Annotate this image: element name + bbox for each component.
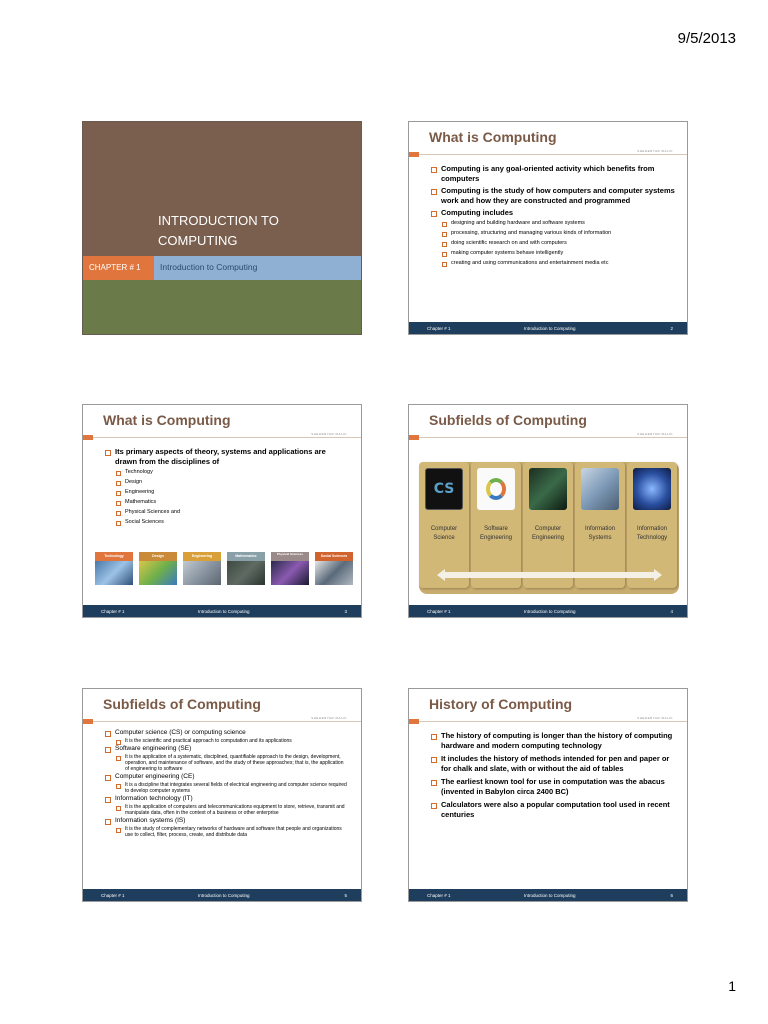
- bullet: Information systems (IS): [105, 817, 349, 825]
- bullet-list: [105, 729, 349, 839]
- tile-design: [139, 552, 177, 585]
- footer-chapter: Chapter # 1: [427, 893, 451, 898]
- slide-footer: [409, 605, 687, 617]
- slide-title: What is Computing: [429, 129, 557, 145]
- footer-course: Introduction to Computing: [198, 609, 250, 614]
- footer-chapter: Chapter # 1: [427, 326, 451, 331]
- footer-page: 3: [344, 609, 347, 614]
- se-cycle-image: [477, 468, 515, 510]
- page-date: 9/5/2013: [677, 30, 736, 47]
- tile-image: [95, 561, 133, 585]
- accent-bar: [83, 719, 93, 724]
- sub-bullet: processing, structuring and managing various kinds of information: [431, 230, 675, 237]
- bullet: Computing includes: [431, 208, 675, 218]
- title-line-1: INTRODUCTION TO: [158, 213, 279, 228]
- sub-bullet: It is the scientific and practical approach to computation and its applications: [105, 738, 349, 744]
- bullet: It includes the history of methods intended for pen and paper or for chalk and slate, with or without the aid of tables: [431, 754, 675, 774]
- tile-label: Physical Sciences: [271, 552, 309, 561]
- tile-label: Design: [139, 552, 177, 561]
- page-number: 1: [728, 978, 736, 994]
- sub-bullet: Social Sciences: [105, 519, 349, 526]
- sub-bullet: It is the study of complementary networks of hardware and software that people and organizations use to collect, filter, process, create, and distribute data: [105, 826, 349, 838]
- bullet-list: [431, 164, 675, 270]
- caption-line: Technology: [636, 535, 668, 541]
- tile-image: [183, 561, 221, 585]
- bullet: Computing is the study of how computers and computer systems work and how they are constructed and programmed: [431, 186, 675, 206]
- tile-image: [271, 561, 309, 585]
- accent-bar: [409, 435, 419, 440]
- footer-page: 5: [344, 893, 347, 898]
- slide-footer: [83, 889, 361, 901]
- bullet: Information technology (IT): [105, 795, 349, 803]
- sub-bullet: Physical Sciences and: [105, 509, 349, 516]
- sub-bullet: Mathematics: [105, 499, 349, 506]
- footer-course: Introduction to Computing: [524, 326, 576, 331]
- title-divider: [83, 437, 361, 438]
- sub-bullet: Technology: [105, 469, 349, 476]
- tile-label: Engineering: [183, 552, 221, 561]
- tile-label: Social Sciences: [315, 552, 353, 561]
- bullet: Computing is any goal-oriented activity which benefits from computers: [431, 164, 675, 184]
- bullet: Computer engineering (CE): [105, 773, 349, 781]
- slide-5: [82, 688, 362, 902]
- col-caption: [575, 525, 625, 543]
- slide-4: [408, 404, 688, 618]
- tile-label: Mathematics: [227, 552, 265, 561]
- footer-chapter: Chapter # 1: [101, 609, 125, 614]
- footer-page: 6: [670, 893, 673, 898]
- slide-6: [408, 688, 688, 902]
- bullet: The history of computing is longer than the history of computing hardware and modern computing technology: [431, 731, 675, 751]
- slide-2: [408, 121, 688, 335]
- tile-technology: [95, 552, 133, 585]
- col-caption: [523, 525, 573, 543]
- sub-bullet: Engineering: [105, 489, 349, 496]
- brand-mark: SHEHERYAR MALIK: [637, 149, 673, 153]
- discipline-tiles: [95, 552, 353, 585]
- sub-bullet: It is a discipline that integrates several fields of electrical engineering and computer science required to develop computer systems: [105, 782, 349, 794]
- bullet: Its primary aspects of theory, systems and applications are drawn from the disciplines of: [105, 447, 349, 467]
- bullet: Computer science (CS) or computing science: [105, 729, 349, 737]
- accent-bar: [409, 152, 419, 157]
- bullet: Software engineering (SE): [105, 745, 349, 753]
- circuit-board-image: [529, 468, 567, 510]
- subtitle-label: Introduction to Computing: [154, 256, 361, 280]
- tile-label: Technology: [95, 552, 133, 561]
- brand-mark: SHEHERYAR MALIK: [311, 432, 347, 436]
- caption-line: Science: [433, 535, 455, 541]
- col-caption: [627, 525, 677, 543]
- chapter-label: CHAPTER # 1: [83, 256, 154, 280]
- slide-3: [82, 404, 362, 618]
- caption-line: Computer: [534, 526, 562, 532]
- accent-bar: [83, 435, 93, 440]
- title-divider: [83, 721, 361, 722]
- tile-physical-sciences: [271, 552, 309, 585]
- tile-image: [227, 561, 265, 585]
- cs-logo-image: [425, 468, 463, 510]
- caption-line: Information: [636, 526, 667, 532]
- tile-social-sciences: [315, 552, 353, 585]
- bottom-panel: [83, 280, 361, 334]
- col-caption: [419, 525, 469, 543]
- people-at-computers-image: [581, 468, 619, 510]
- tile-image: [139, 561, 177, 585]
- footer-chapter: Chapter # 1: [101, 893, 125, 898]
- bullet: Calculators were also a popular computation tool used in recent centuries: [431, 800, 675, 820]
- caption-line: Software: [484, 526, 508, 532]
- title-line-2: COMPUTING: [158, 233, 238, 248]
- footer-course: Introduction to Computing: [524, 609, 576, 614]
- sub-bullet: making computer systems behave intelligently: [431, 250, 675, 257]
- tile-engineering: [183, 552, 221, 585]
- col-caption: [471, 525, 521, 543]
- caption-line: Engineering: [531, 535, 565, 541]
- sub-bullet: It is the application of computers and telecommunications equipment to store, retrieve, transmit and manipulate data, often in the context of a business or other enterprise: [105, 804, 349, 816]
- accent-bar: [409, 719, 419, 724]
- tile-image: [315, 561, 353, 585]
- caption-line: Computer: [430, 526, 458, 532]
- sub-bullet: doing scientific research on and with computers: [431, 240, 675, 247]
- title-divider: [409, 437, 687, 438]
- footer-course: Introduction to Computing: [198, 893, 250, 898]
- caption-line: Information: [584, 526, 615, 532]
- brand-mark: SHEHERYAR MALIK: [637, 432, 673, 436]
- slide-footer: [409, 322, 687, 334]
- slide-title: Subfields of Computing: [429, 412, 587, 428]
- title-divider: [409, 721, 687, 722]
- cs-logo-text: CS: [433, 481, 455, 497]
- slide-title: Subfields of Computing: [103, 696, 261, 712]
- slide-footer: [83, 605, 361, 617]
- globe-network-image: [633, 468, 671, 510]
- slide-1-title: [82, 121, 362, 335]
- subfields-diagram: [419, 462, 679, 594]
- sub-bullet: creating and using communications and entertainment media etc: [431, 260, 675, 267]
- footer-page: 2: [670, 326, 673, 331]
- bullet: The earliest known tool for use in computation was the abacus (invented in Babylon circa 2400 BC): [431, 777, 675, 797]
- double-arrow-icon: [437, 569, 662, 581]
- slide-title: [158, 211, 348, 251]
- title-divider: [409, 154, 687, 155]
- tile-mathematics: [227, 552, 265, 585]
- footer-chapter: Chapter # 1: [427, 609, 451, 614]
- sub-bullet: It is the application of a systematic, disciplined, quantifiable approach to the design, development, operation, and maintenance of software, and the study of these approaches; that is, the application of engineering to software: [105, 754, 349, 772]
- caption-line: Systems: [588, 535, 612, 541]
- bullet-list: [431, 731, 675, 823]
- slide-title: What is Computing: [103, 412, 231, 428]
- footer-course: Introduction to Computing: [524, 893, 576, 898]
- sub-bullet: designing and building hardware and software systems: [431, 220, 675, 227]
- slide-title: History of Computing: [429, 696, 573, 712]
- brand-mark: SHEHERYAR MALIK: [311, 716, 347, 720]
- footer-page: 4: [670, 609, 673, 614]
- brand-mark: SHEHERYAR MALIK: [637, 716, 673, 720]
- slide-footer: [409, 889, 687, 901]
- sub-bullet: Design: [105, 479, 349, 486]
- caption-line: Engineering: [479, 535, 513, 541]
- bullet-list: [105, 447, 349, 529]
